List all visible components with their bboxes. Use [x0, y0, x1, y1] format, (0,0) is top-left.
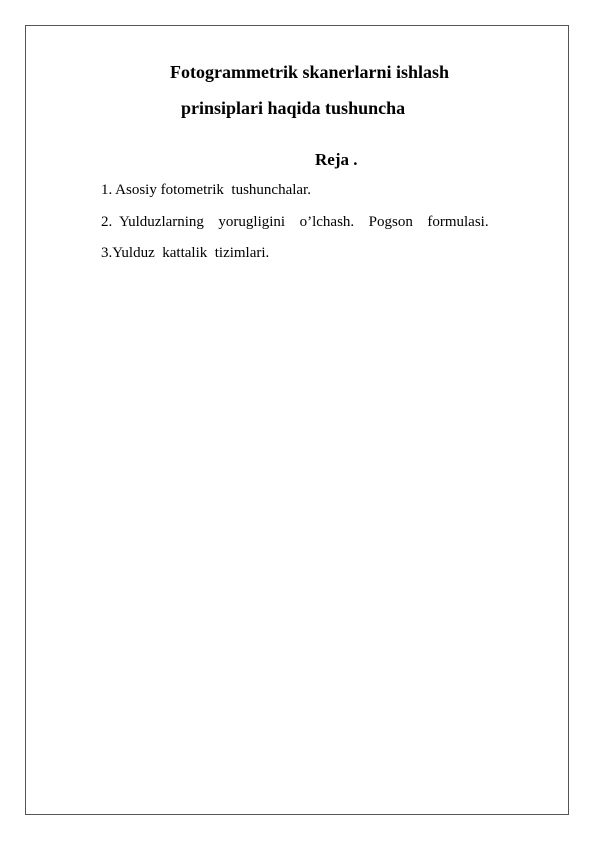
- document-title-line-2: prinsiplari haqida tushuncha: [181, 98, 406, 118]
- plan-item: 1. Asosiy fotometrik tushunchalar.: [101, 182, 311, 198]
- plan-heading: Reja .: [315, 150, 358, 169]
- page-border-frame: [25, 25, 569, 815]
- document-title-line-1: Fotogrammetrik skanerlarni ishlash: [170, 62, 449, 82]
- plan-item: 2. Yulduzlarning yorugligini o’lchash. Pogson formulasi.: [101, 214, 489, 230]
- plan-item: 3.Yulduz kattalik tizimlari.: [101, 245, 270, 261]
